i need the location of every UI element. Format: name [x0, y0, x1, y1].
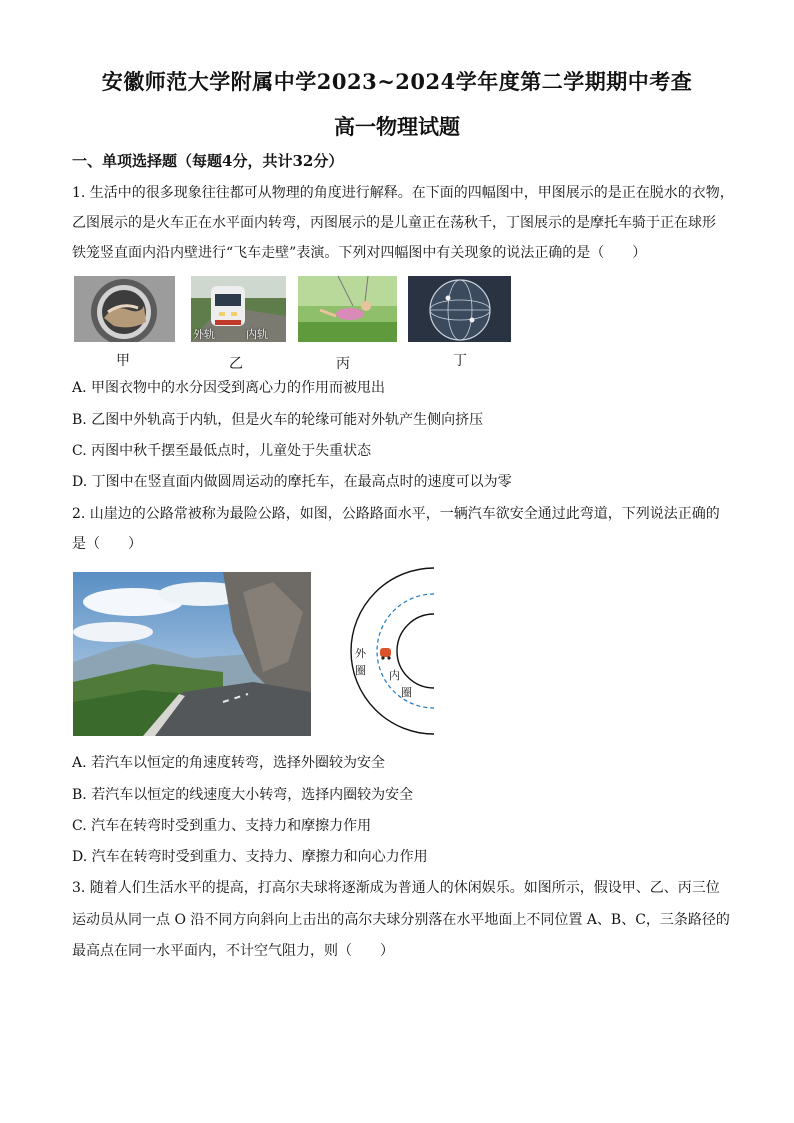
outer-lane-label-2: 圈	[355, 664, 366, 677]
inner-rail-label: 内轨	[246, 328, 268, 341]
cliff-road-photo	[73, 572, 311, 736]
q3-line-2: 运动员从同一点 O 沿不同方向斜向上击出的高尔夫球分别落在水平地面上不同位置 A、B、C，三条路径的	[72, 912, 730, 928]
caption-jia: 甲	[116, 353, 130, 369]
globe-of-death-photo	[408, 276, 511, 342]
q1-line-2: 乙图展示的是火车正在水平面内转弯，丙图展示的是儿童正在荡秋千，丁图展示的是摩托车骑于正在球形	[72, 215, 716, 231]
train-photo	[191, 276, 286, 342]
q2-option-a: A. 若汽车以恒定的角速度转弯，选择外圈较为安全	[72, 755, 386, 771]
q1-option-b: B. 乙图中外轨高于内轨，但是火车的轮缘可能对外轨产生侧向挤压	[72, 412, 484, 428]
exam-title: 安徽师范大学附属中学2023~2024学年度第二学期期中考查	[101, 69, 693, 94]
exam-subtitle: 高一物理试题	[334, 114, 460, 139]
caption-ding: 丁	[453, 353, 467, 369]
q2-line-1: 2. 山崖边的公路常被称为最险公路，如图，公路路面水平，一辆汽车欲安全通过此弯道，下列说法正确的	[72, 506, 720, 522]
q2-line-2: 是（ ）	[72, 536, 142, 552]
q2-option-c: C. 汽车在转弯时受到重力、支持力和摩擦力作用	[72, 818, 372, 834]
q1-option-c: C. 丙图中秋千摆至最低点时，儿童处于失重状态	[72, 443, 372, 459]
q3-line-3: 最高点在同一水平面内，不计空气阻力，则（ ）	[72, 943, 394, 959]
outer-rail-label: 外轨	[193, 328, 215, 341]
swing-photo	[298, 276, 397, 342]
q1-line-1: 1. 生活中的很多现象往往都可从物理的角度进行解释。在下面的四幅图中，甲图展示的是正在脱水的衣物，	[72, 185, 734, 201]
inner-lane-label-2: 圈	[401, 686, 412, 699]
q1-option-a: A. 甲图衣物中的水分因受到离心力的作用而被甩出	[72, 380, 386, 396]
q3-line-1: 3. 随着人们生活水平的提高，打高尔夫球将逐渐成为普通人的休闲娱乐。如图所示，假设甲、乙、丙三位	[72, 880, 720, 896]
q1-line-3: 铁笼竖直面内沿内壁进行“飞车走壁”表演。下列对四幅图中有关现象的说法正确的是（ ）	[72, 245, 647, 261]
washing-machine-photo	[74, 276, 175, 342]
section-heading: 一、单项选择题（每题4分，共计32分）	[72, 152, 344, 170]
outer-lane-label-1: 外	[355, 647, 366, 660]
inner-lane-label-1: 内	[389, 669, 400, 682]
car-icon	[380, 648, 391, 657]
caption-bing: 丙	[336, 356, 350, 372]
q2-option-d: D. 汽车在转弯时受到重力、支持力、摩擦力和向心力作用	[72, 849, 428, 865]
caption-yi: 乙	[229, 356, 243, 372]
q1-option-d: D. 丁图中在竖直面内做圆周运动的摩托车，在最高点时的速度可以为零	[72, 474, 512, 490]
q2-option-b: B. 若汽车以恒定的线速度大小转弯，选择内圈较为安全	[72, 787, 414, 803]
